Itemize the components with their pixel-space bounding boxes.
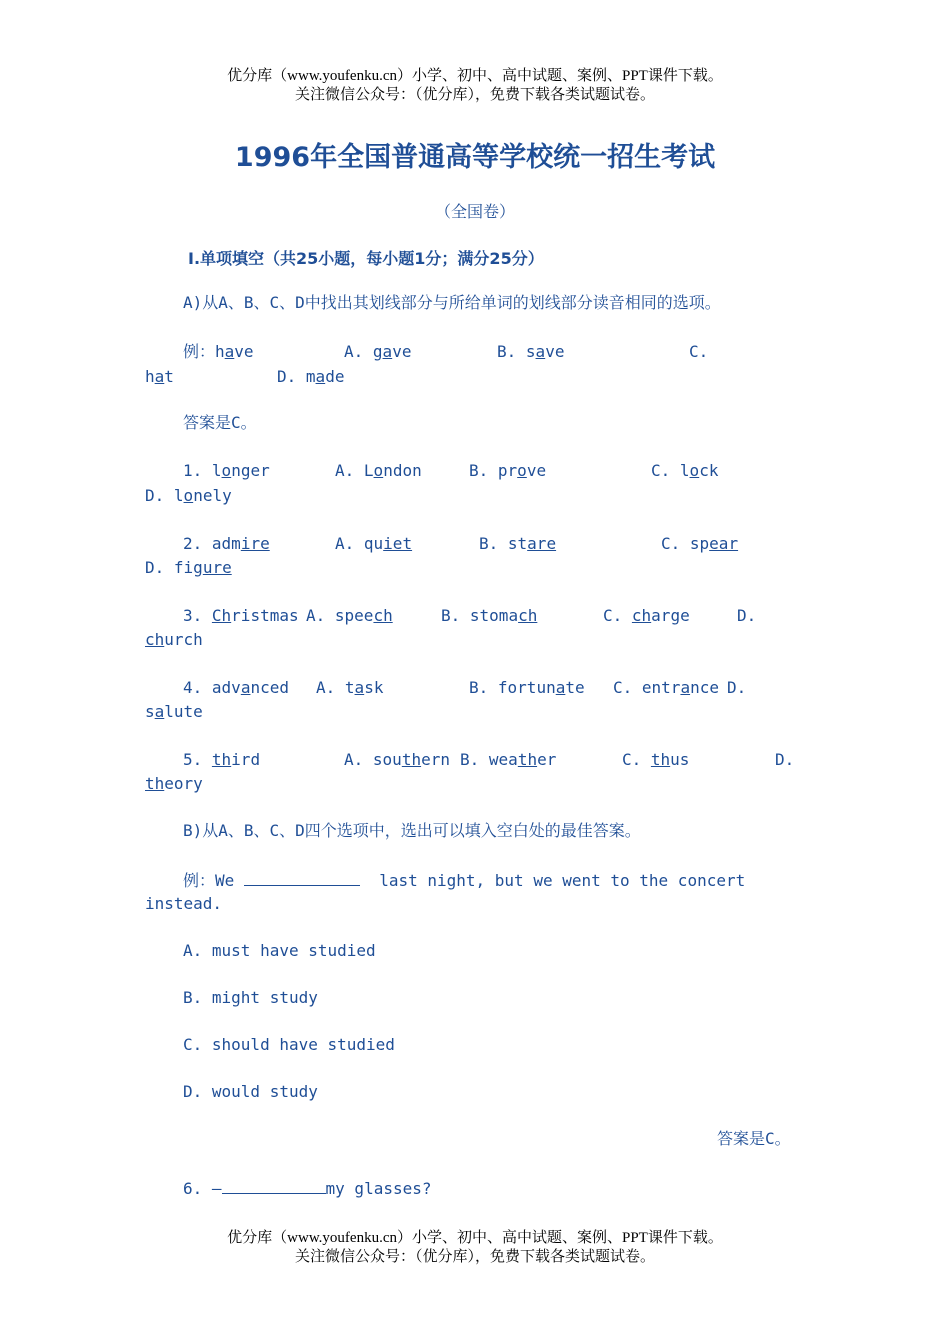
example-word: 例：have — [183, 342, 254, 361]
example-option-c-label: C. — [689, 342, 709, 361]
part-b-example-answer: 答案是C。 — [717, 1129, 791, 1148]
example-option-a: A. gave — [344, 342, 412, 361]
header-line-1: 优分库（www.youfenku.cn）小学、初中、高中试题、案例、PPT课件下载。 — [227, 68, 723, 84]
q1-option-d: D. lonely — [145, 486, 232, 505]
q1-option-c: C. lock — [651, 461, 719, 480]
part-b-example-cont: instead. — [145, 894, 223, 913]
example-option-b: B. save — [497, 342, 565, 361]
example-blank[interactable] — [244, 869, 360, 886]
q2-option-b: B. stare — [479, 534, 557, 553]
q2-word: 2. admire — [183, 534, 270, 553]
footer-line-2: 关注微信公众号：（优分库），免费下载各类试题试卷。 — [294, 1249, 655, 1265]
q3-option-d: church — [145, 630, 203, 649]
q6-blank[interactable] — [222, 1177, 326, 1194]
q4-option-d: salute — [145, 702, 203, 721]
q4-option-d-label: D. — [727, 678, 747, 697]
q2-option-c: C. spear — [661, 534, 739, 553]
q4-option-c: C. entrance — [613, 678, 719, 697]
q4-option-a: A. task — [316, 678, 384, 697]
page-subtitle: （全国卷） — [434, 202, 515, 221]
q1-option-a: A. London — [335, 461, 422, 480]
q2-option-d: D. figure — [145, 558, 232, 577]
part-b-example: 例：We last night, but we went to the concert — [183, 871, 746, 890]
q3-option-b: B. stomach — [441, 606, 538, 625]
q6: 6. — my glasses? — [183, 1179, 432, 1198]
q2-option-a: A. quiet — [335, 534, 413, 553]
example-option-b-b: B. might study — [183, 988, 318, 1007]
example-option-c-b: C. should have studied — [183, 1035, 395, 1054]
q5-option-b: B. weather — [460, 750, 557, 769]
part-a-instruction: A)从A、B、C、D中找出其划线部分与所给单词的划线部分读音相同的选项。 — [183, 293, 721, 312]
q5-option-d: theory — [145, 774, 203, 793]
q5-option-d-label: D. — [775, 750, 795, 769]
q3-option-a: A. speech — [306, 606, 393, 625]
example-option-d: D. made — [277, 367, 345, 386]
part-b-instruction: B)从A、B、C、D四个选项中，选出可以填入空白处的最佳答案。 — [183, 821, 641, 840]
q3-option-d-label: D. — [737, 606, 757, 625]
example-option-d-b: D. would study — [183, 1082, 318, 1101]
example-answer: 答案是C。 — [183, 413, 257, 432]
example-option-c: hat — [145, 367, 174, 386]
q1-word: 1. longer — [183, 461, 270, 480]
q4-word: 4. advanced — [183, 678, 289, 697]
footer-line-1: 优分库（www.youfenku.cn）小学、初中、高中试题、案例、PPT课件下载。 — [227, 1230, 723, 1246]
q4-option-b: B. fortunate — [469, 678, 585, 697]
q5-option-c: C. thus — [622, 750, 690, 769]
q1-option-b: B. prove — [469, 461, 547, 480]
section-heading: Ⅰ.单项填空（共25小题，每小题1分；满分25分） — [188, 249, 544, 268]
example-option-a-b: A. must have studied — [183, 941, 376, 960]
q3-option-c: C. charge — [603, 606, 690, 625]
q5-word: 5. third — [183, 750, 261, 769]
q3-word: 3. Christmas — [183, 606, 299, 625]
header-line-2: 关注微信公众号：（优分库），免费下载各类试题试卷。 — [294, 87, 655, 103]
page-title: 1996年全国普通高等学校统一招生考试 — [234, 142, 716, 173]
q5-option-a: A. southern — [344, 750, 450, 769]
